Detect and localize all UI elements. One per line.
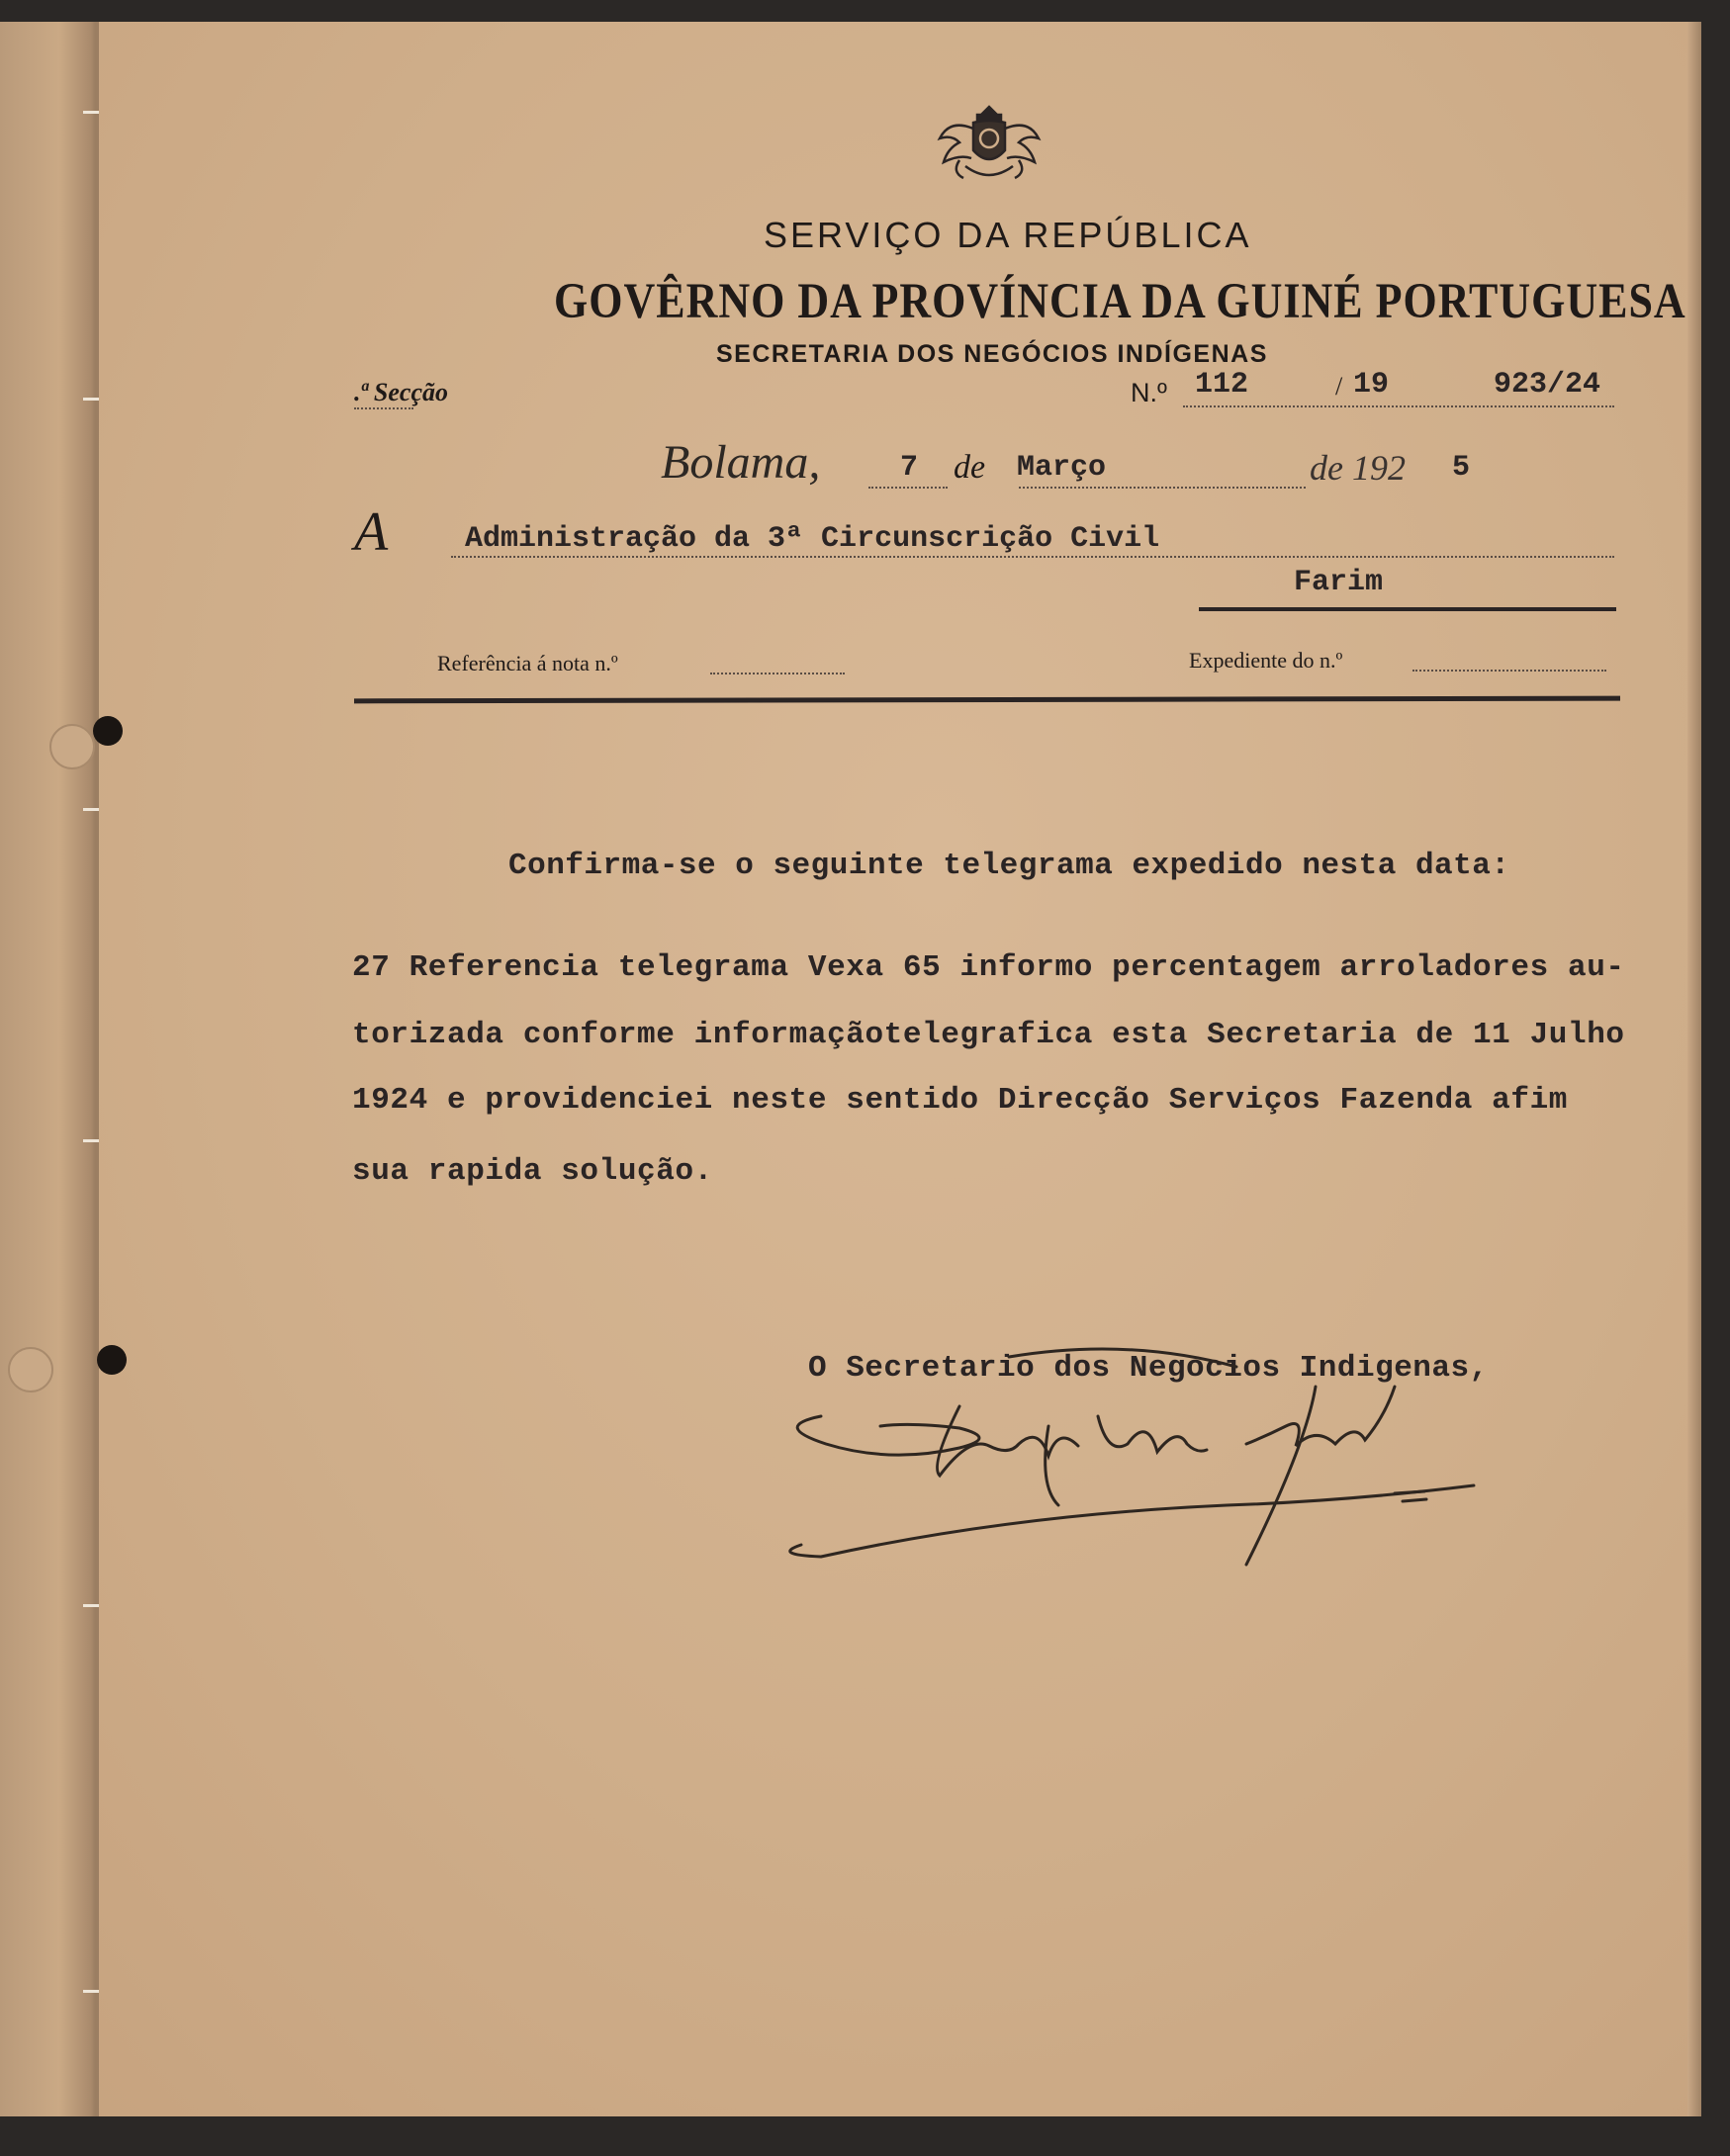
expediente-dotted-line — [1412, 670, 1606, 672]
header-service-line: SERVIÇO DA REPÚBLICA — [764, 215, 1252, 255]
reference-number-part3: 923/24 — [1494, 368, 1601, 402]
reference-number-part2: 19 — [1353, 368, 1390, 402]
binding-stitch — [83, 808, 99, 811]
binding-stitch — [83, 1139, 99, 1142]
punch-hole-ring — [49, 724, 95, 769]
body-intro: Confirma-se o seguinte telegrama expedido nesta data: — [508, 849, 1510, 883]
month-dotted-line — [1019, 487, 1306, 489]
binding-stitch — [83, 111, 99, 114]
left-page-edge — [0, 22, 99, 2116]
header-secretariat-line: SECRETARIA DOS NEGÓCIOS INDÍGENAS — [716, 340, 1268, 368]
binding-stitch — [83, 1990, 99, 1993]
seccao-label: .ª Secção — [354, 378, 448, 406]
body-line: torizada conforme informaçãotelegrafica esta Secretaria de 11 Julho — [352, 1018, 1625, 1052]
punch-hole — [97, 1345, 127, 1375]
referencia-label: Referência á nota n.º — [437, 651, 618, 675]
dateline-de-label: de — [954, 449, 986, 486]
binding-line — [95, 22, 99, 2116]
dateline-year-label: de 192 — [1310, 448, 1406, 488]
address-prefix: A — [354, 501, 389, 563]
dateline-day: 7 — [900, 451, 919, 485]
reference-number-part1: 112 — [1195, 368, 1249, 402]
page-right-edge — [1687, 22, 1701, 2116]
punch-hole — [93, 716, 123, 746]
number-prefix: N.º — [1131, 378, 1167, 407]
address-dotted-line — [451, 556, 1614, 558]
body-line: 27 Referencia telegrama Vexa 65 informo percentagem arroladores au- — [352, 950, 1625, 985]
address-location: Farim — [1294, 566, 1384, 599]
dateline-month: Março — [1017, 451, 1107, 485]
header-government-line: GOVÊRNO DA PROVÍNCIA DA GUINÉ PORTUGUESA — [554, 273, 1686, 329]
seccao-dotted-line — [354, 407, 413, 409]
punch-hole-ring — [8, 1347, 53, 1392]
coat-of-arms-icon — [930, 99, 1048, 188]
day-dotted-line — [868, 487, 948, 489]
header-divider-rule — [354, 696, 1620, 704]
address-recipient: Administração da 3ª Circunscrição Civil — [465, 522, 1160, 556]
document-sheet — [0, 22, 1701, 2116]
number-dotted-line — [1183, 405, 1614, 407]
dateline-year-digit: 5 — [1452, 451, 1471, 485]
body-line: 1924 e providenciei neste sentido Direcção Serviços Fazenda afim — [352, 1083, 1568, 1118]
binding-stitch — [83, 398, 99, 401]
closing-signatory-title: O Secretario dos Negocios Indigenas, — [808, 1351, 1489, 1386]
dateline-place: Bolama, — [661, 436, 821, 489]
binding-stitch — [83, 1604, 99, 1607]
address-underline — [1199, 607, 1616, 611]
body-line: sua rapida solução. — [352, 1154, 713, 1189]
reference-separator: / — [1335, 372, 1343, 401]
referencia-dotted-line — [710, 673, 845, 674]
expediente-label: Expediente do n.º — [1189, 648, 1343, 673]
handwritten-signature — [712, 1327, 1484, 1574]
